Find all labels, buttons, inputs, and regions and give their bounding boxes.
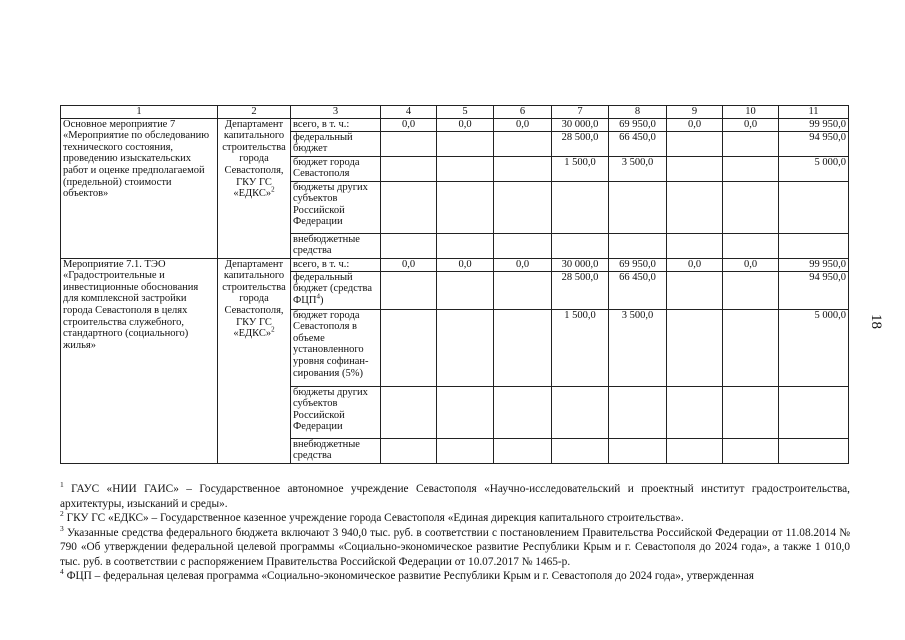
source-cell: бюджет города Севастополя в объеме установленного уровня софинан-сирования (5%) (291, 309, 381, 386)
footnote-mark: 3 (60, 523, 64, 533)
source-cell: бюджеты других субъектов Российской Федерации (291, 386, 381, 438)
footnote-text: ГАУС «НИИ ГАИС» – Государственное автономное учреждение Севастополя «Научно-исследовательский и проектный институт градостроительства, архитектуры, изысканий и среды». (60, 483, 850, 510)
value-cell: 99 950,0 (779, 118, 849, 131)
value-cell: 94 950,0 (779, 131, 849, 156)
value-cell: 0,0 (494, 118, 552, 131)
source-text-end: ) (319, 294, 324, 306)
value-cell: 0,0 (494, 258, 552, 271)
department-text: Департамент капитального строительства города Севастополя, ГКУ ГС «ЕДКС» (222, 258, 286, 340)
table-row (61, 118, 849, 131)
col-header-2: 2 (218, 106, 291, 119)
value-cell: 30 000,0 (552, 118, 609, 131)
value-cell: 1 500,0 (552, 156, 609, 181)
header-row (61, 106, 849, 119)
col-header-9: 9 (667, 106, 723, 119)
col-header-5: 5 (437, 106, 494, 119)
value-cell: 0,0 (437, 118, 494, 131)
source-cell: всего, в т. ч.: (291, 258, 381, 271)
value-cell: 28 500,0 (552, 271, 609, 309)
source-cell: всего, в т. ч.: (291, 118, 381, 131)
value-cell: 28 500,0 (552, 131, 609, 156)
value-cell: 0,0 (667, 258, 723, 271)
footnote-text: Указанные средства федерального бюджета включают 3 940,0 тыс. руб. в соответствии с постановлением Правительства Российской Федерации от 11.08.2014 № 790 «Об утверждении федеральной целевой программы «Социально-экономическое развитие Республики Крым и г. Севастополя до 2024 года», а также 1 010,0 тыс. руб. в соответствии с распоряжением Правительства Российской Федерации от 10.07.2017 № 1465-р. (60, 526, 850, 568)
col-header-6: 6 (494, 106, 552, 119)
value-cell: 0,0 (381, 118, 437, 131)
footnote-text: ФЦП – федеральная целевая программа «Социально-экономическое развитие Республики Крым и г. Севастополя до 2024 года», утвержденная (63, 570, 754, 582)
table-row (61, 258, 849, 271)
col-header-10: 10 (723, 106, 779, 119)
footnote-text: ГКУ ГС «ЕДКС» – Государственное казенное учреждение города Севастополя «Единая дирекция капитального строительства». (63, 512, 684, 524)
department-cell (218, 258, 291, 463)
col-header-8: 8 (609, 106, 667, 119)
event-name-cell: Основное мероприятие 7 «Мероприятие по обследованию технического состояния, проведению изыскательских работ и оценке предполагаемой (предельной) стоимости объектов» (61, 118, 218, 258)
footnote-ref: 2 (271, 185, 275, 194)
footnotes (60, 482, 850, 584)
department-text: Департамент капитального строительства города Севастополя, ГКУ ГС «ЕДКС» (222, 118, 286, 200)
value-cell: 30 000,0 (552, 258, 609, 271)
source-cell: внебюджетные средства (291, 438, 381, 463)
col-header-3: 3 (291, 106, 381, 119)
source-cell: внебюджетные средства (291, 233, 381, 258)
value-cell: 0,0 (437, 258, 494, 271)
footnote (60, 523, 850, 570)
department-cell (218, 118, 291, 258)
event-name-cell: Мероприятие 7.1. ТЭО «Градостроительные и инвестиционные обоснования для комплексной застройки города Севастополя в целях строительства служебного, стандартного (социального) жилья» (61, 258, 218, 463)
footnote-ref: 2 (271, 325, 275, 334)
source-text: федеральный бюджет (средства ФЦП (293, 271, 372, 306)
footnote (60, 482, 850, 511)
footnote-mark: 2 (60, 509, 64, 519)
source-cell (291, 271, 381, 309)
footnote-ref: 4 (316, 292, 320, 301)
source-cell: бюджеты других субъектов Российской Федерации (291, 181, 381, 233)
footnote (60, 511, 850, 526)
value-cell: 69 950,0 (609, 118, 667, 131)
value-cell: 0,0 (381, 258, 437, 271)
value-cell: 66 450,0 (609, 131, 667, 156)
footnote-mark: 1 (60, 480, 64, 490)
value-cell: 99 950,0 (779, 258, 849, 271)
col-header-11: 11 (779, 106, 849, 119)
footnote (60, 569, 850, 584)
footnote-mark: 4 (60, 567, 64, 577)
value-cell: 5 000,0 (779, 309, 849, 386)
value-cell: 0,0 (667, 118, 723, 131)
page-number: 18 (868, 314, 884, 329)
value-cell: 0,0 (723, 258, 779, 271)
value-cell: 69 950,0 (609, 258, 667, 271)
value-cell: 3 500,0 (609, 309, 667, 386)
value-cell: 1 500,0 (552, 309, 609, 386)
value-cell: 66 450,0 (609, 271, 667, 309)
budget-table (60, 105, 849, 464)
value-cell: 94 950,0 (779, 271, 849, 309)
col-header-1: 1 (61, 106, 218, 119)
col-header-7: 7 (552, 106, 609, 119)
source-cell: бюджет города Севастополя (291, 156, 381, 181)
source-cell: федеральный бюджет (291, 131, 381, 156)
value-cell: 0,0 (723, 118, 779, 131)
value-cell: 3 500,0 (609, 156, 667, 181)
col-header-4: 4 (381, 106, 437, 119)
value-cell: 5 000,0 (779, 156, 849, 181)
